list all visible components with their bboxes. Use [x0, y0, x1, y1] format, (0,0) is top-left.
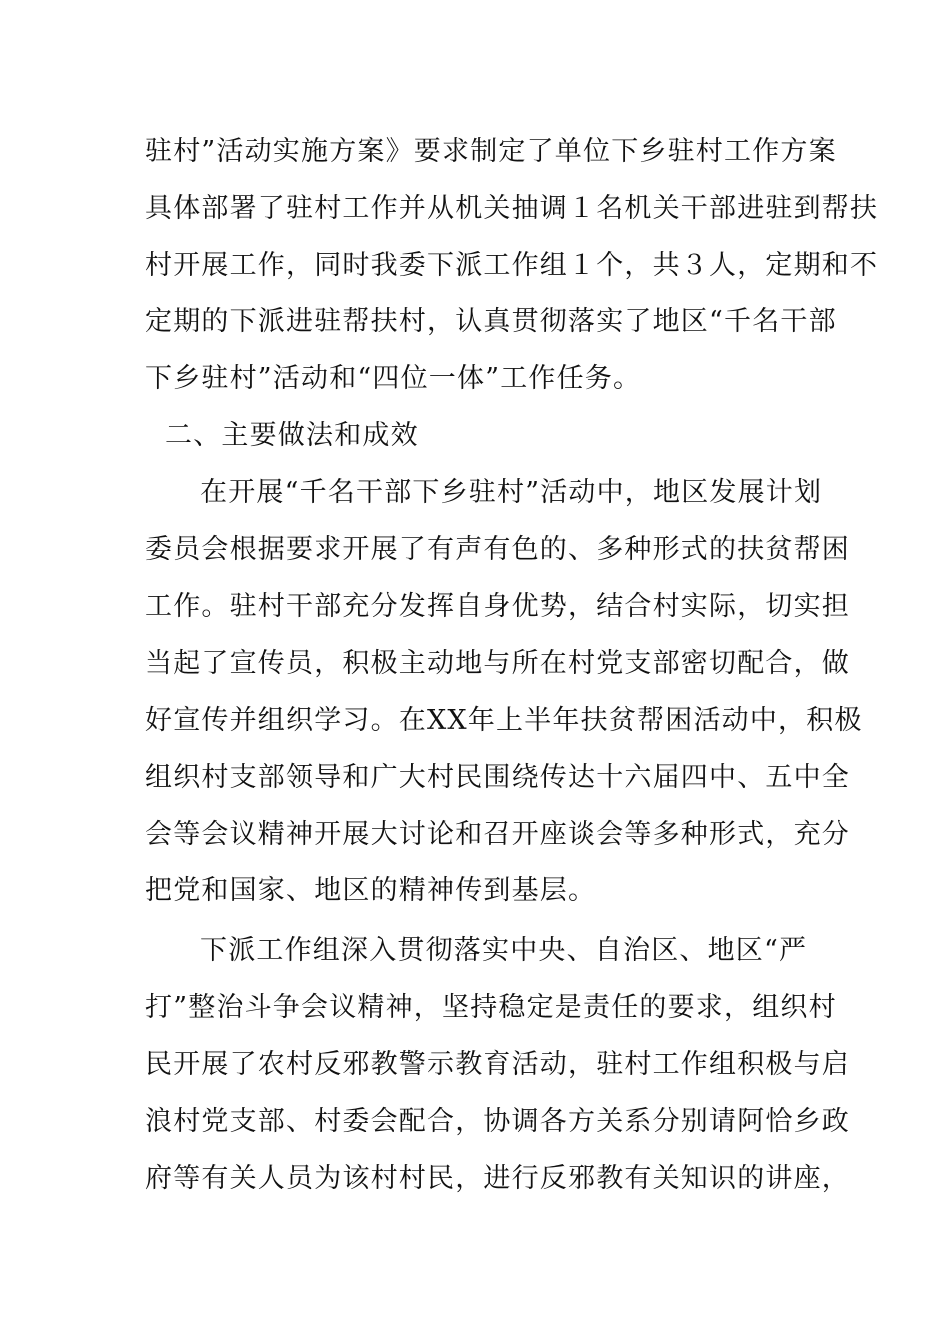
paragraph-first-line: 下派工作组深入贯彻落实中央、自治区、地区“严 — [200, 935, 808, 966]
text-line: 当起了宣传员，积极主动地与所在村党支部密切配合，做 — [145, 648, 850, 679]
section-heading: 二、主要做法和成效 — [165, 420, 419, 451]
text-line: 具体部署了驻村工作并从机关抽调１名机关干部进驻到帮扶 — [145, 193, 879, 224]
text-line: 定期的下派进驻帮扶村，认真贯彻落实了地区“千名干部 — [145, 306, 837, 337]
text-line: 打”整治斗争会议精神，坚持稳定是责任的要求，组织村 — [145, 992, 837, 1023]
text-line: 府等有关人员为该村村民，进行反邪教有关知识的讲座， — [145, 1163, 850, 1194]
text-line: 工作。驻村干部充分发挥自身优势，结合村实际，切实担 — [145, 591, 850, 622]
text-line: 民开展了农村反邪教警示教育活动，驻村工作组积极与启 — [145, 1049, 850, 1080]
text-line: 村开展工作，同时我委下派工作组１个，共３人，定期和不 — [145, 250, 879, 281]
text-line: 委员会根据要求开展了有声有色的、多种形式的扶贫帮困 — [145, 534, 850, 565]
text-line: 会等会议精神开展大讨论和召开座谈会等多种形式，充分 — [145, 819, 850, 850]
paragraph-first-line: 在开展“千名干部下乡驻村”活动中，地区发展计划 — [200, 477, 823, 508]
text-line: 浪村党支部、村委会配合，协调各方关系分别请阿恰乡政 — [145, 1106, 850, 1137]
text-line: 下乡驻村”活动和“四位一体”工作任务。 — [145, 363, 642, 394]
text-line: 驻村”活动实施方案》要求制定了单位下乡驻村工作方案 — [145, 136, 837, 167]
text-line: 组织村支部领导和广大村民围绕传达十六届四中、五中全 — [145, 762, 850, 793]
text-line: 把党和国家、地区的精神传到基层。 — [145, 875, 597, 906]
text-line: 好宣传并组织学习。在XX年上半年扶贫帮困活动中，积极 — [145, 705, 863, 736]
